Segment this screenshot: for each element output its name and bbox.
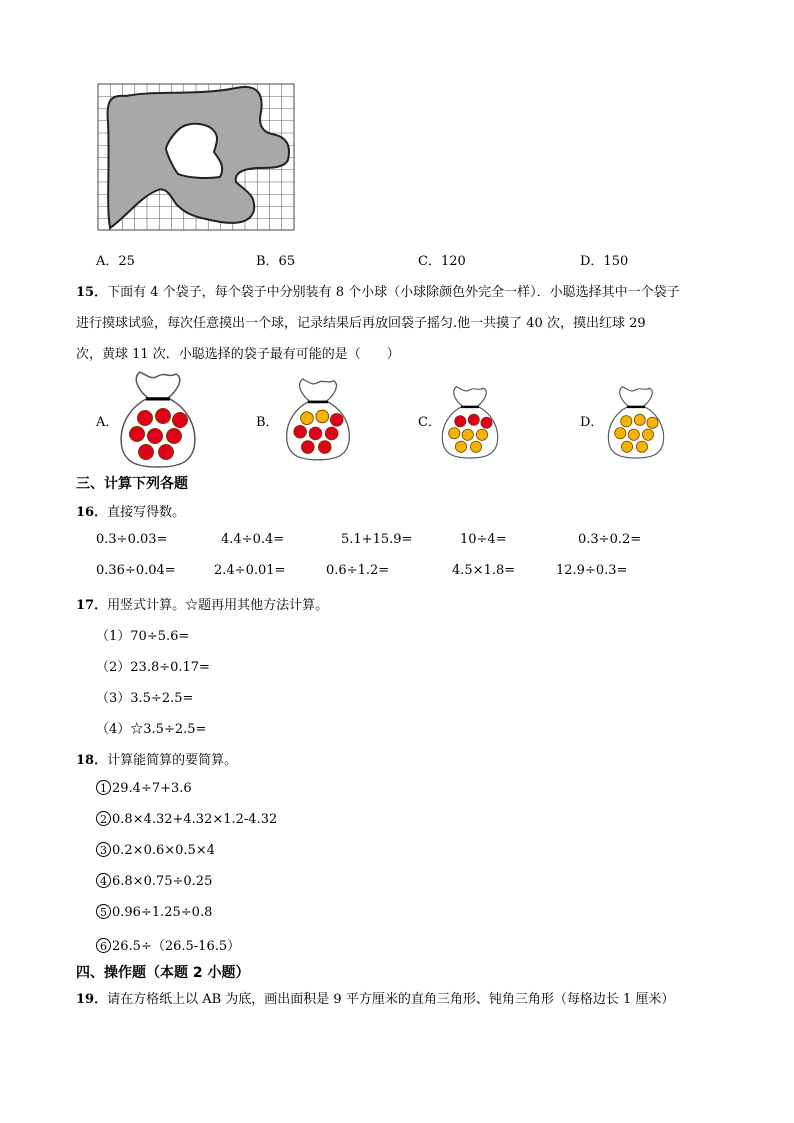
q17-heading xyxy=(76,594,328,613)
ball xyxy=(325,427,338,440)
ball xyxy=(138,411,153,426)
q15-line3: 次，黄球 11 次．小聪选择的袋子最有可能的是（ ） xyxy=(76,347,400,362)
q18-item-3 xyxy=(96,842,215,858)
q16-r2-c4: 4.5×1.8= xyxy=(452,563,516,578)
bag-c-icon xyxy=(440,384,500,460)
ball xyxy=(139,445,154,460)
ball xyxy=(481,417,492,428)
ball xyxy=(449,428,460,439)
ball xyxy=(301,412,314,425)
ball xyxy=(615,428,626,439)
q14-option-c[interactable]: C．120 xyxy=(418,254,466,269)
q16-r1-c4: 10÷4= xyxy=(460,532,507,547)
q18-expr-2: 0.8×4.32+4.32×1.2-4.32 xyxy=(112,812,278,827)
ball xyxy=(642,429,653,440)
ball xyxy=(173,413,188,428)
q17-number: 17． xyxy=(76,598,108,613)
circled-number-1: 1 xyxy=(96,780,111,795)
q16-r1-c1: 0.3÷0.03= xyxy=(96,532,168,547)
section3-title: 三、计算下列各题 xyxy=(76,476,188,492)
q19-heading xyxy=(76,988,674,1007)
ball xyxy=(167,429,182,444)
circled-number-3: 3 xyxy=(96,842,111,857)
ball xyxy=(159,445,174,460)
q16-text: 直接写得数。 xyxy=(107,505,186,520)
ball xyxy=(636,441,647,452)
bag-option-a-label[interactable]: A． xyxy=(96,415,119,430)
q17-item-4: （4）☆3.5÷2.5= xyxy=(96,722,207,737)
ball xyxy=(468,414,479,425)
bag-d-icon xyxy=(606,384,666,460)
q18-expr-6: 26.5÷（26.5-16.5） xyxy=(112,939,241,954)
ball xyxy=(156,409,171,424)
ball xyxy=(148,429,163,444)
q18-number: 18． xyxy=(76,753,108,768)
q18-text: 计算能简算的要简算。 xyxy=(107,753,238,768)
q15-number: 15． xyxy=(76,285,108,300)
q16-r1-c3: 5.1+15.9= xyxy=(341,532,413,547)
ball xyxy=(462,429,473,440)
q18-item-4 xyxy=(96,873,212,889)
q16-r1-c5: 0.3÷0.2= xyxy=(578,532,642,547)
ball xyxy=(621,416,632,427)
q18-expr-1: 29.4÷7+3.6 xyxy=(112,781,192,796)
q18-expr-4: 6.8×0.75÷0.25 xyxy=(112,874,213,889)
circled-number-6: 6 xyxy=(96,938,111,953)
bag-top xyxy=(136,372,179,398)
circled-number-4: 4 xyxy=(96,873,111,888)
section4-title: 四、操作题（本题 2 小题） xyxy=(76,965,250,981)
q18-item-6 xyxy=(96,935,240,954)
q16-r2-c3: 0.6÷1.2= xyxy=(326,563,390,578)
circled-number-5: 5 xyxy=(96,904,111,919)
q19-number: 19． xyxy=(76,992,108,1007)
q15-line2: 进行摸球试验，每次任意摸出一个球，记录结果后再放回袋子摇匀.他一共摸了 40 次，摸出红球 29 xyxy=(76,316,646,331)
q17-item-3: （3）3.5÷2.5= xyxy=(96,691,194,706)
q16-r2-c2: 2.4÷0.01= xyxy=(214,563,286,578)
q17-item-2: （2）23.8÷0.17= xyxy=(96,660,210,675)
ball xyxy=(634,414,645,425)
q16-heading xyxy=(76,501,185,520)
ball xyxy=(301,441,314,454)
ball xyxy=(628,429,639,440)
ball xyxy=(455,441,466,452)
q14-option-a[interactable]: A．25 xyxy=(96,254,135,269)
ball xyxy=(318,441,331,454)
q17-text: 用竖式计算。☆题再用其他方法计算。 xyxy=(107,598,329,613)
bag-top xyxy=(454,387,487,407)
ball xyxy=(621,441,632,452)
bag-a-icon xyxy=(118,370,198,468)
bag-top xyxy=(620,387,653,407)
circled-number-2: 2 xyxy=(96,811,111,826)
q14-option-b[interactable]: B．65 xyxy=(256,254,296,269)
ball xyxy=(130,427,145,442)
q15-line1 xyxy=(76,281,680,300)
ball xyxy=(455,416,466,427)
ball xyxy=(470,441,481,452)
q17-item-1: （1）70÷5.6= xyxy=(96,629,190,644)
grid-shape-figure xyxy=(96,82,296,232)
q18-expr-5: 0.96÷1.25÷0.8 xyxy=(112,905,213,920)
q16-r2-c5: 12.9÷0.3= xyxy=(556,563,628,578)
ball xyxy=(330,413,343,426)
ball xyxy=(647,417,658,428)
bag-option-b-label[interactable]: B． xyxy=(256,415,279,430)
bag-top xyxy=(300,379,337,401)
q18-expr-3: 0.2×0.6×0.5×4 xyxy=(112,843,215,858)
q18-item-5 xyxy=(96,904,212,920)
ball xyxy=(316,410,329,423)
q18-item-2 xyxy=(96,811,277,827)
ball xyxy=(294,425,307,438)
q16-number: 16． xyxy=(76,505,108,520)
q16-r2-c1: 0.36÷0.04= xyxy=(96,563,176,578)
q18-heading xyxy=(76,749,237,768)
ball xyxy=(476,429,487,440)
bag-option-d-label[interactable]: D． xyxy=(580,415,604,430)
q19-text: 请在方格纸上以 AB 为底，画出面积是 9 平方厘米的直角三角形、钝角三角形（每格边长 1 厘米） xyxy=(107,992,675,1007)
q16-r1-c2: 4.4÷0.4= xyxy=(221,532,285,547)
ball xyxy=(309,427,322,440)
bag-b-icon xyxy=(284,376,352,462)
q15-text-1: 下面有 4 个袋子，每个袋子中分别装有 8 个小球（小球除颜色外完全一样）．小聪选择其中一个袋子 xyxy=(107,285,680,300)
q18-item-1 xyxy=(96,780,192,796)
q14-option-d[interactable]: D．150 xyxy=(580,254,629,269)
bag-option-c-label[interactable]: C． xyxy=(418,415,441,430)
